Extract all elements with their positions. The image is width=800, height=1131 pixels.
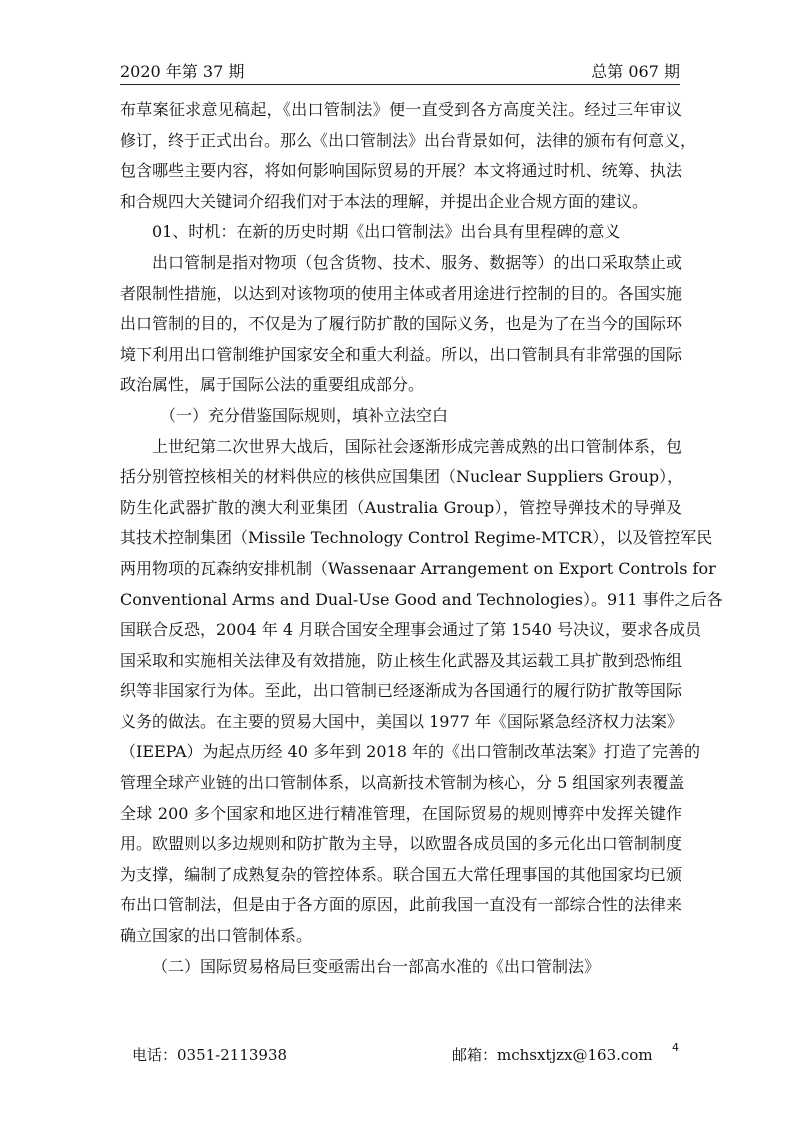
body-line: 括分别管控核相关的材料供应的核供应国集团（Nuclear Suppliers Group）， xyxy=(120,467,684,487)
article-body xyxy=(120,95,723,982)
section-heading: 01、时机：在新的历史时期《出口管制法》出台具有里程碑的意义 xyxy=(152,222,621,242)
body-line: 管理全球产业链的出口管制体系，以高新技术管制为核心，分 5 组国家列表覆盖 xyxy=(120,773,685,793)
body-line: 者限制性措施，以达到对该物项的使用主体或者用途进行控制的目的。各国实施 xyxy=(120,283,682,303)
body-line: 全球 200 多个国家和地区进行精准管理，在国际贸易的规则博弈中发挥关键作 xyxy=(120,803,682,823)
subsection-heading: （二）国际贸易格局巨变亟需出台一部高水准的《出口管制法》 xyxy=(152,956,601,976)
body-line: 政治属性，属于国际公法的重要组成部分。 xyxy=(120,375,425,395)
body-line: 织等非国家行为体。至此，出口管制已经逐渐成为各国通行的履行防扩散等国际 xyxy=(120,681,682,701)
body-line: 国联合反恐，2004 年 4 月联合国安全理事会通过了第 1540 号决议，要求各成员 xyxy=(120,620,702,640)
page-header xyxy=(120,59,680,83)
subsection-heading: （一）充分借鉴国际规则，填补立法空白 xyxy=(160,405,449,425)
header-divider xyxy=(120,84,680,85)
page-number: 4 xyxy=(672,1041,679,1054)
total-issue-number: 总第 067 期 xyxy=(591,62,680,81)
body-line: 两用物项的瓦森纳安排机制（Wassenaar Arrangement on Export Controls for xyxy=(120,558,716,578)
body-line: 上世纪第二次世界大战后，国际社会逐渐形成完善成熟的出口管制体系，包 xyxy=(152,436,682,456)
body-line: 国采取和实施相关法律及有效措施，防止核生化武器及其运载工具扩散到恐怖组 xyxy=(120,650,682,670)
contact-phone: 电话：0351-2113938 xyxy=(132,1046,288,1064)
body-line: 修订，终于正式出台。那么《出口管制法》出台背景如何，法律的颁布有何意义， xyxy=(120,130,697,150)
body-line: 和合规四大关键词介绍我们对于本法的理解，并提出企业合规方面的建议。 xyxy=(120,191,649,211)
body-line: 为支撑，编制了成熟复杂的管控体系。联合国五大常任理事国的其他国家均已颁 xyxy=(120,864,682,884)
body-line: 防生化武器扩散的澳大利亚集团（Australia Group），管控导弹技术的导弹及 xyxy=(120,497,682,517)
body-line: 用。欧盟则以多边规则和防扩散为主导，以欧盟各成员国的多元化出口管制制度 xyxy=(120,834,682,854)
body-line: 确立国家的出口管制体系。 xyxy=(120,926,313,946)
body-line: 其技术控制集团（Missile Technology Control Regime-MTCR），以及管控军民 xyxy=(120,528,713,548)
body-line: 出口管制是指对物项（包含货物、技术、服务、数据等）的出口采取禁止或 xyxy=(152,252,682,272)
page-footer xyxy=(0,1041,800,1066)
body-line: 境下利用出口管制维护国家安全和重大利益。所以，出口管制具有非常强的国际 xyxy=(120,344,682,364)
body-line: 布草案征求意见稿起，《出口管制法》便一直受到各方高度关注。经过三年审议 xyxy=(120,100,682,119)
body-line: 包含哪些主要内容，将如何影响国际贸易的开展？本文将通过时机、统筹、执法 xyxy=(120,161,682,181)
body-line: 义务的做法。在主要的贸易大国中，美国以 1977 年《国际紧急经济权力法案》 xyxy=(120,711,683,731)
body-line: （IEEPA）为起点历经 40 多年到 2018 年的《出口管制改革法案》打造了完善的 xyxy=(120,742,700,762)
body-line: 出口管制的目的，不仅是为了履行防扩散的国际义务，也是为了在当今的国际环 xyxy=(120,314,682,334)
issue-number: 2020 年第 37 期 xyxy=(120,62,245,81)
contact-email: 邮箱：mchsxtjzx@163.com xyxy=(452,1046,653,1064)
body-line: 布出口管制法，但是由于各方面的原因，此前我国一直没有一部综合性的法律来 xyxy=(120,895,682,915)
body-line: Conventional Arms and Dual-Use Good and Technologies）。911 事件之后各 xyxy=(120,589,723,609)
